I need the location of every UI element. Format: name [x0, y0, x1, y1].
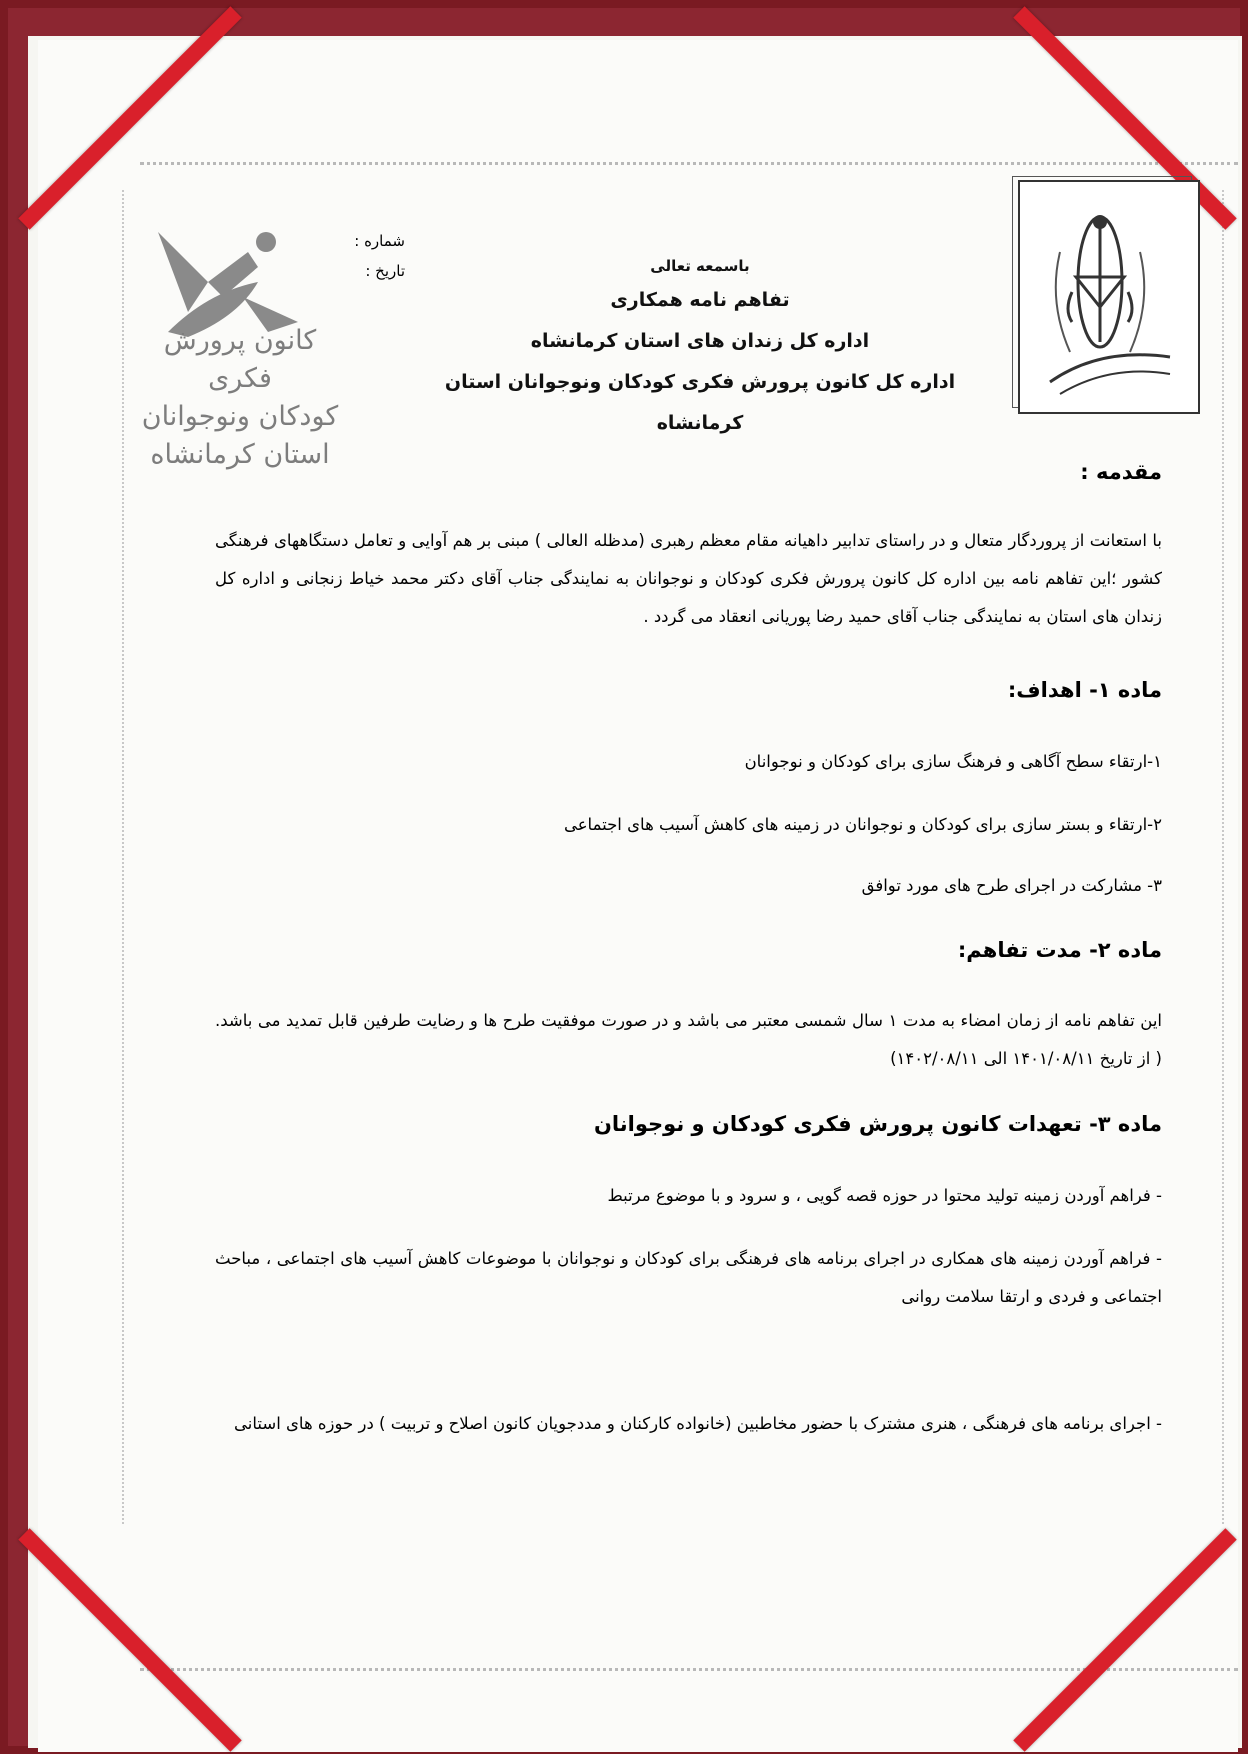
- intro-heading: مقدمه :: [1080, 460, 1162, 484]
- right-border-line: [1222, 190, 1224, 1524]
- document-title: تفاهم نامه همکاری: [610, 289, 790, 311]
- article1-heading: ماده ۱- اهداف:: [1007, 678, 1162, 702]
- top-border-line: [140, 162, 1238, 165]
- date-label: تاریخ :: [365, 262, 405, 280]
- kanoon-logo-line2: کودکان ونوجوانان: [141, 401, 339, 432]
- article3-item-3: - اجرای برنامه های فرهنگی ، هنری مشترک با حضور مخاطبین (خانواده کارکنان و مددجویان کانون اصلاح و تربیت ) در حوزه های استانی: [234, 1414, 1162, 1433]
- article3-heading: ماده ۳- تعهدات کانون پرورش فکری کودکان و نوجوانان: [593, 1112, 1162, 1136]
- article1-item-1: ۱-ارتقاء سطح آگاهی و فرهنگ سازی برای کودکان و نوجوانان: [744, 752, 1162, 771]
- document-meta: [305, 226, 405, 286]
- kanoon-logo-text: [140, 322, 340, 474]
- article1-item-2: ۲-ارتقاء و بستر سازی برای کودکان و نوجوانان در زمینه های کاهش آسیب های اجتماعی: [563, 815, 1162, 834]
- intro-paragraph: با استعانت از پروردگار متعال و در راستای تدابیر داهیانه مقام معظم رهبری (مدظله العالی ) مبنی بر هم آوایی و تعامل دستگاههای فرهنگی کشور ؛این تفاهم نامه بین اداره کل کانون پرورش فکری کودکان و نوجوانان به نمایندگی جناب آقای دکتر محمد خیاط زنجانی و اداره کل زندان های استان به نمایندگی جناب آقای حمید رضا پوریانی انعقاد می گردد .: [215, 531, 1162, 626]
- kanoon-logo-line3: استان کرمانشاه: [150, 439, 330, 470]
- document-header: [420, 252, 980, 444]
- article1-item-3: ۳- مشارکت در اجرای طرح های مورد توافق: [861, 876, 1162, 895]
- basmala: باسمعه تعالی: [650, 257, 750, 275]
- left-border-line: [122, 190, 124, 1524]
- prisons-organization-emblem-icon: [1020, 182, 1198, 412]
- article3-item-1: - فراهم آوردن زمینه تولید محتوا در حوزه قصه گویی ، و سرود و با موضوع مرتبط: [607, 1186, 1162, 1205]
- number-label: شماره :: [354, 232, 405, 250]
- bottom-border-line: [140, 1668, 1238, 1671]
- article2-heading: ماده ۲- مدت تفاهم:: [957, 938, 1162, 962]
- party-two: اداره کل کانون پرورش فکری کودکان ونوجوانان استان کرمانشاه: [444, 371, 956, 434]
- emblem-frame: [1018, 180, 1200, 414]
- article2-paragraph: این تفاهم نامه از زمان امضاء به مدت ۱ سال شمسی معتبر می باشد و در صورت موفقیت طرح ها و رضایت طرفین قابل تمدید می باشد. ( از تاریخ ۱۴۰۱/۰۸/۱۱ الی ۱۴۰۲/۰۸/۱۱): [215, 1011, 1163, 1068]
- party-one: اداره کل زندان های استان کرمانشاه: [530, 330, 870, 352]
- kanoon-logo-line1: کانون پرورش فکری: [163, 325, 317, 394]
- article3-item-2: - فراهم آوردن زمینه های همکاری در اجرای برنامه های فرهنگی برای کودکان و نوجوانان با موضوعات کاهش آسیب های اجتماعی ، مباحث اجتماعی و فردی و ارتقا سلامت روانی: [215, 1249, 1162, 1306]
